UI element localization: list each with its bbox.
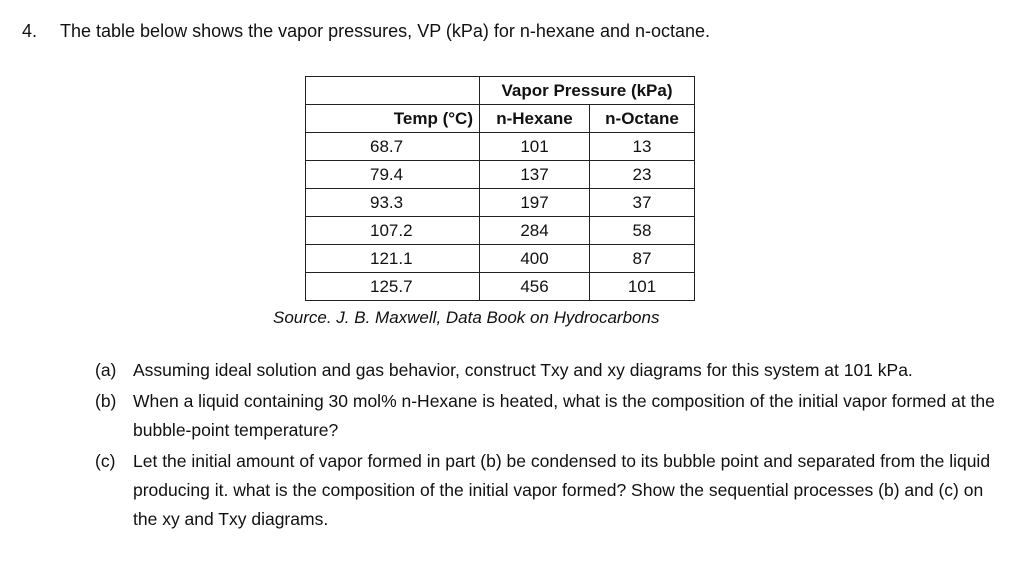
cell-temp: 121.1	[306, 245, 480, 273]
cell-hexane: 197	[480, 189, 590, 217]
table-row	[306, 245, 695, 273]
cell-octane: 37	[590, 189, 695, 217]
question-text: The table below shows the vapor pressures, VP (kPa) for n-hexane and n-octane.	[60, 21, 711, 41]
cell-temp: 79.4	[306, 161, 480, 189]
part-text: Let the initial amount of vapor formed in part (b) be condensed to its bubble point and separated from the liquid producing it. what is the composition of the initial vapor formed? Show the sequential processes (b) and (c) on the xy and Txy diagrams.	[133, 451, 991, 529]
cell-octane: 23	[590, 161, 695, 189]
cell-temp: 93.3	[306, 189, 480, 217]
part-label: (a)	[95, 360, 117, 380]
header-temp: Temp (°C)	[306, 105, 480, 133]
cell-hexane: 400	[480, 245, 590, 273]
table-corner-cell	[306, 77, 480, 105]
cell-octane: 87	[590, 245, 695, 273]
question-part-b	[95, 387, 995, 445]
question-number: 4.	[22, 21, 38, 41]
header-n-octane: n-Octane	[590, 105, 695, 133]
question-part-a	[95, 356, 995, 385]
cell-octane: 13	[590, 133, 695, 161]
part-text: Assuming ideal solution and gas behavior, construct Txy and xy diagrams for this system at 101 kPa.	[133, 360, 913, 380]
part-label: (b)	[95, 391, 117, 411]
part-text: When a liquid containing 30 mol% n-Hexane is heated, what is the composition of the initial vapor formed at the bubble-point temperature?	[133, 391, 995, 440]
table-row	[306, 217, 695, 245]
cell-hexane: 284	[480, 217, 590, 245]
question-parts	[95, 356, 995, 536]
cell-octane: 101	[590, 273, 695, 301]
part-label: (c)	[95, 451, 116, 471]
cell-temp: 68.7	[306, 133, 480, 161]
header-n-hexane: n-Hexane	[480, 105, 590, 133]
question-stem	[22, 18, 710, 44]
vapor-pressure-table	[305, 76, 695, 301]
cell-hexane: 137	[480, 161, 590, 189]
cell-temp: 125.7	[306, 273, 480, 301]
cell-octane: 58	[590, 217, 695, 245]
table-source-caption: Source. J. B. Maxwell, Data Book on Hydrocarbons	[273, 308, 660, 327]
cell-temp: 107.2	[306, 217, 480, 245]
table-row	[306, 273, 695, 301]
table-row	[306, 189, 695, 217]
vapor-pressure-group-header: Vapor Pressure (kPa)	[480, 77, 695, 105]
question-part-c	[95, 447, 995, 534]
cell-hexane: 101	[480, 133, 590, 161]
table-row	[306, 133, 695, 161]
table-group-header-row	[306, 77, 695, 105]
table-row	[306, 161, 695, 189]
cell-hexane: 456	[480, 273, 590, 301]
table-column-header-row	[306, 105, 695, 133]
